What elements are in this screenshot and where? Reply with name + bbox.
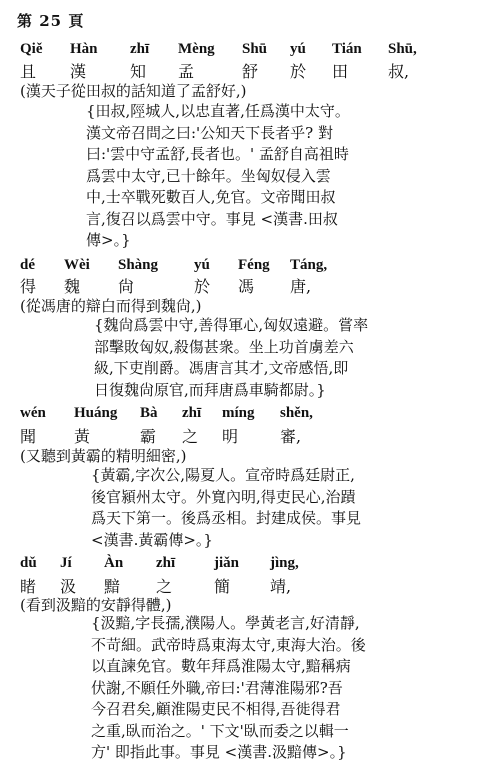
pinyin-word: Qiě bbox=[20, 41, 43, 57]
translation-line: (又聽到黃霸的精明細密,) bbox=[20, 447, 187, 465]
note-line: 不苛細。武帝時爲東海太守,東海大治。後 bbox=[91, 635, 366, 654]
hanzi-character: 審, bbox=[280, 427, 302, 446]
hanzi-character: 之 bbox=[156, 577, 173, 596]
hanzi-character: 明 bbox=[222, 427, 239, 446]
pinyin-word: jìng, bbox=[270, 555, 299, 571]
hanzi-character: 霸 bbox=[140, 427, 157, 446]
hanzi-character: 黯 bbox=[104, 577, 121, 596]
note-line: 今召君矣,顧淮陽吏民不相得,吾徙得君 bbox=[91, 700, 341, 718]
note-line: {田叔,陘城人,以忠直著,任爲漢中太守。 bbox=[86, 102, 350, 120]
hanzi-character: 魏 bbox=[64, 277, 81, 296]
pinyin-word: dé bbox=[20, 257, 35, 273]
note-line: 傳>。} bbox=[86, 231, 131, 249]
hanzi-character: 之 bbox=[182, 427, 199, 446]
note-line: 爲天下第一。後爲丞相。封建成侯。事見 bbox=[91, 509, 362, 527]
hanzi-character: 於 bbox=[194, 277, 211, 296]
hanzi-character: 孟 bbox=[178, 62, 195, 81]
hanzi-character: 尙 bbox=[118, 277, 135, 296]
hanzi-character: 靖, bbox=[270, 577, 292, 596]
pinyin-word: zhī bbox=[182, 405, 202, 421]
hanzi-character: 漢 bbox=[70, 62, 87, 81]
pinyin-word: jiǎn bbox=[214, 555, 240, 571]
pinyin-word: yú bbox=[290, 41, 306, 57]
note-line: 伏謝,不願任外職,帝曰:'君薄淮陽邪?吾 bbox=[91, 678, 343, 697]
note-line: {黃霸,字次公,陽夏人。宣帝時爲廷尉正, bbox=[91, 466, 355, 484]
pinyin-word: Féng bbox=[238, 257, 270, 273]
pinyin-word: Bà bbox=[140, 405, 158, 421]
note-line: 爲雲中太守,已十餘年。坐匈奴侵入雲 bbox=[86, 166, 331, 185]
hanzi-character: 睹 bbox=[20, 577, 37, 596]
hanzi-character: 叔, bbox=[388, 62, 410, 81]
hanzi-character: 汲 bbox=[60, 577, 77, 596]
annotation-note bbox=[94, 315, 368, 401]
hanzi-character: 於 bbox=[290, 62, 307, 81]
hanzi-character: 黃 bbox=[74, 427, 91, 446]
note-line: 漢文帝召問之曰:'公知天下長者乎? 對 bbox=[86, 123, 333, 142]
pinyin-word: Huáng bbox=[74, 405, 118, 421]
hanzi-character: 舒 bbox=[242, 62, 259, 81]
note-line: 之重,臥而治之。' 下文'臥而委之以輯一 bbox=[91, 721, 349, 740]
hanzi-character: 且 bbox=[20, 62, 37, 81]
pinyin-word: wén bbox=[20, 405, 46, 421]
note-line: 方' 即指此事。事見 <漢書.汲黯傳>。} bbox=[91, 743, 347, 761]
hanzi-character: 田 bbox=[332, 62, 349, 81]
hanzi-character: 聞 bbox=[20, 427, 37, 446]
pinyin-word: yú bbox=[194, 257, 210, 273]
pinyin-word: zhī bbox=[156, 555, 176, 571]
note-line: 日復魏尙原官,而拜唐爲車騎都尉。} bbox=[94, 380, 326, 399]
translation-line: (從馮唐的辯白而得到魏尙,) bbox=[20, 297, 202, 315]
translation-line: (漢天子從田叔的話知道了孟舒好,) bbox=[20, 82, 247, 100]
pinyin-word: Táng, bbox=[290, 257, 328, 273]
note-line: 級,下吏削爵。馮唐言其才,文帝感悟,即 bbox=[94, 359, 349, 377]
note-line: 中,士卒戰死數百人,免官。文帝聞田叔 bbox=[86, 188, 336, 206]
note-line: 曰:'雲中守孟舒,長者也。' 孟舒自高祖時 bbox=[86, 145, 349, 163]
pinyin-word: zhī bbox=[130, 41, 150, 57]
pinyin-word: Hàn bbox=[70, 41, 98, 57]
note-line: 部擊敗匈奴,殺傷甚衆。坐上功首虜差六 bbox=[94, 337, 354, 356]
pinyin-word: Wèi bbox=[64, 257, 90, 273]
note-line: <漢書.黃霸傳>。} bbox=[91, 530, 213, 549]
pinyin-word: Mèng bbox=[178, 41, 215, 57]
pinyin-word: Jí bbox=[60, 555, 72, 571]
translation-line: (看到汲黯的安靜得體,) bbox=[20, 596, 172, 614]
hanzi-character: 得 bbox=[20, 277, 37, 296]
annotation-note bbox=[91, 465, 361, 551]
pinyin-word: Tián bbox=[332, 41, 362, 57]
note-line: 後官潁州太守。外寬內明,得吏民心,治蹟 bbox=[91, 487, 356, 506]
note-line: 言,復召以爲雲中守。事見 <漢書.田叔 bbox=[86, 209, 338, 228]
pinyin-word: míng bbox=[222, 405, 255, 421]
annotation-note bbox=[91, 613, 366, 764]
annotation-note bbox=[86, 101, 350, 252]
page-number: 第 25 頁 bbox=[17, 12, 85, 30]
note-line: {汲黯,字長孺,濮陽人。學黃老言,好清靜, bbox=[91, 614, 360, 632]
pinyin-word: Shū bbox=[242, 41, 268, 57]
hanzi-character: 知 bbox=[130, 62, 147, 81]
pinyin-word: shěn, bbox=[280, 405, 313, 421]
pinyin-word: Shū, bbox=[388, 41, 417, 57]
note-line: {魏尙爲雲中守,善得軍心,匈奴遠避。嘗率 bbox=[94, 316, 369, 334]
pinyin-word: Àn bbox=[104, 555, 124, 571]
pinyin-word: dǔ bbox=[20, 555, 37, 571]
hanzi-character: 馮 bbox=[238, 277, 255, 296]
hanzi-character: 唐, bbox=[290, 277, 312, 296]
pinyin-word: Shàng bbox=[118, 257, 159, 273]
note-line: 以直諫免官。數年拜爲淮陽太守,黯稱病 bbox=[91, 657, 351, 675]
hanzi-character: 簡 bbox=[214, 577, 231, 596]
